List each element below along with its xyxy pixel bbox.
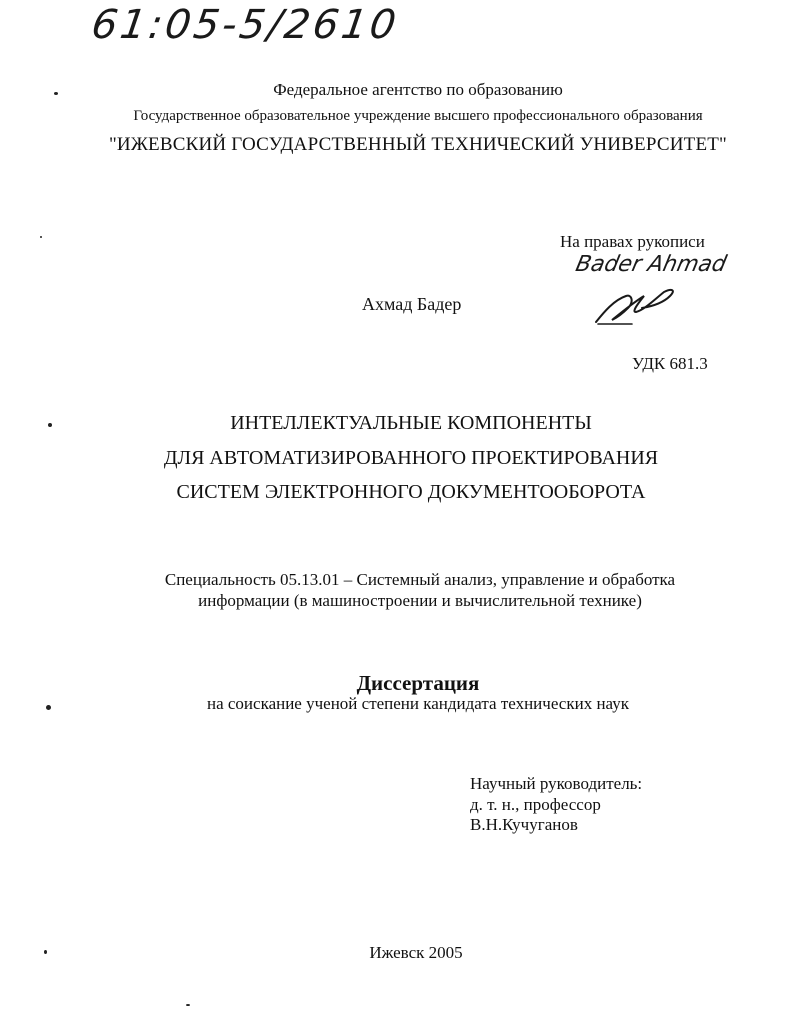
- university-name: "ИЖЕВСКИЙ ГОСУДАРСТВЕННЫЙ ТЕХНИЧЕСКИЙ УНИВЕРСИТЕТ": [108, 134, 728, 155]
- udk-code: УДК 681.3: [632, 354, 708, 373]
- institution-type: Государственное образовательное учреждение высшего профессионального образования: [133, 108, 703, 124]
- specialty-line-2: информации (в машиностроении и вычислительной технике): [198, 591, 642, 610]
- scan-speck: [48, 423, 52, 427]
- advisor-label: Научный руководитель:: [470, 774, 643, 793]
- dissertation-title-line-3: СИСТЕМ ЭЛЕКТРОННОГО ДОКУМЕНТООБОРОТА: [176, 481, 646, 503]
- dissertation-degree: на соискание ученой степени кандидата технических наук: [206, 694, 629, 713]
- handwritten-signature-name: Bader Ahmad: [573, 252, 729, 277]
- advisor-degree: д. т. н., профессор: [470, 795, 601, 814]
- rights-note: На правах рукописи: [560, 232, 705, 251]
- scan-speck: [46, 705, 51, 710]
- scan-speck: [54, 92, 58, 95]
- signature-mark-icon: [592, 282, 678, 328]
- dissertation-title-line-1: ИНТЕЛЛЕКТУАЛЬНЫЕ КОМПОНЕНТЫ: [230, 412, 592, 434]
- agency-name: Федеральное агентство по образованию: [273, 80, 563, 99]
- specialty-line-1: Специальность 05.13.01 – Системный анализ, управление и обработка: [164, 570, 676, 589]
- city-year: Ижевск 2005: [369, 943, 463, 962]
- dissertation-label: Диссертация: [356, 671, 480, 695]
- advisor-name: В.Н.Кучуганов: [470, 815, 578, 834]
- author-name: Ахмад Бадер: [362, 294, 462, 314]
- scan-speck: [40, 236, 42, 238]
- dissertation-title-line-2: ДЛЯ АВТОМАТИЗИРОВАННОГО ПРОЕКТИРОВАНИЯ: [163, 447, 659, 469]
- scan-speck: [186, 1004, 190, 1006]
- archive-code-handwritten: 61:05-5/2610: [88, 2, 402, 48]
- scan-speck: [44, 950, 47, 954]
